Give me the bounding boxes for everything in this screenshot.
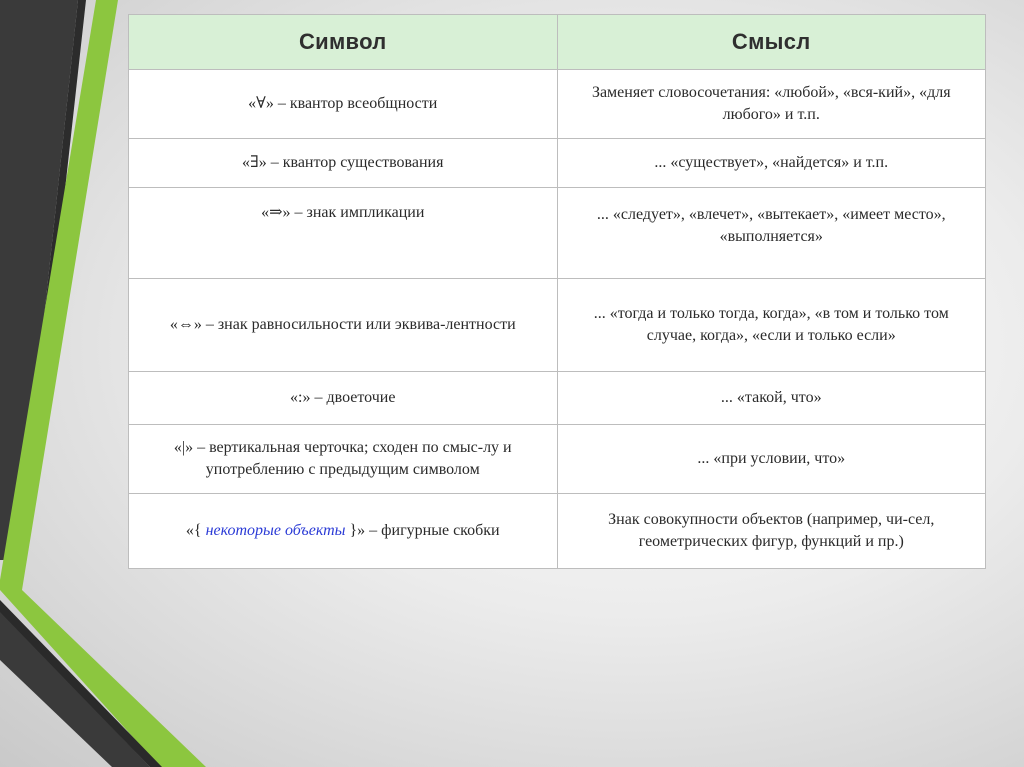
header-meaning: Смысл xyxy=(557,15,986,70)
symbol-cell: «⇔» – знак равносильности или эквива-лентности xyxy=(129,279,558,372)
braces-suffix: }» – фигурные скобки xyxy=(349,522,500,539)
symbol-cell: «:» – двоеточие xyxy=(129,372,558,425)
meaning-cell: ... «тогда и только тогда, когда», «в том и только том случае, когда», «если и только если» xyxy=(557,279,986,372)
symbol-cell: «∀» – квантор всеобщности xyxy=(129,70,558,139)
table-row xyxy=(129,139,986,188)
table-row xyxy=(129,70,986,139)
symbol-table xyxy=(128,14,986,569)
symbol-cell: «∃» – квантор существования xyxy=(129,139,558,188)
meaning-cell: ... «при условии, что» xyxy=(557,425,986,494)
meaning-cell: ... «существует», «найдется» и т.п. xyxy=(557,139,986,188)
header-symbol: Символ xyxy=(129,15,558,70)
meaning-cell: ... «такой, что» xyxy=(557,372,986,425)
symbol-table-container xyxy=(128,14,986,569)
table-row xyxy=(129,372,986,425)
meaning-cell: Заменяет словосочетания: «любой», «вся-кий», «для любого» и т.п. xyxy=(557,70,986,139)
table-row xyxy=(129,494,986,569)
table-row xyxy=(129,188,986,279)
meaning-cell: Знак совокупности объектов (например, чи-сел, геометрических фигур, функций и пр.) xyxy=(557,494,986,569)
italic-objects-text: некоторые объекты xyxy=(205,522,346,539)
meaning-cell: ... «следует», «влечет», «вытекает», «имеет место», «выполняется» xyxy=(557,188,986,279)
table-header-row xyxy=(129,15,986,70)
symbol-cell xyxy=(129,494,558,569)
symbol-cell: «⇒» – знак импликации xyxy=(129,188,558,279)
braces-prefix: «{ xyxy=(185,522,202,539)
table-row xyxy=(129,279,986,372)
dark-diagonal-thin xyxy=(0,600,162,767)
table-row xyxy=(129,425,986,494)
symbol-cell: «|» – вертикальная черточка; сходен по смыс-лу и употреблению с предыдущим символом xyxy=(129,425,558,494)
